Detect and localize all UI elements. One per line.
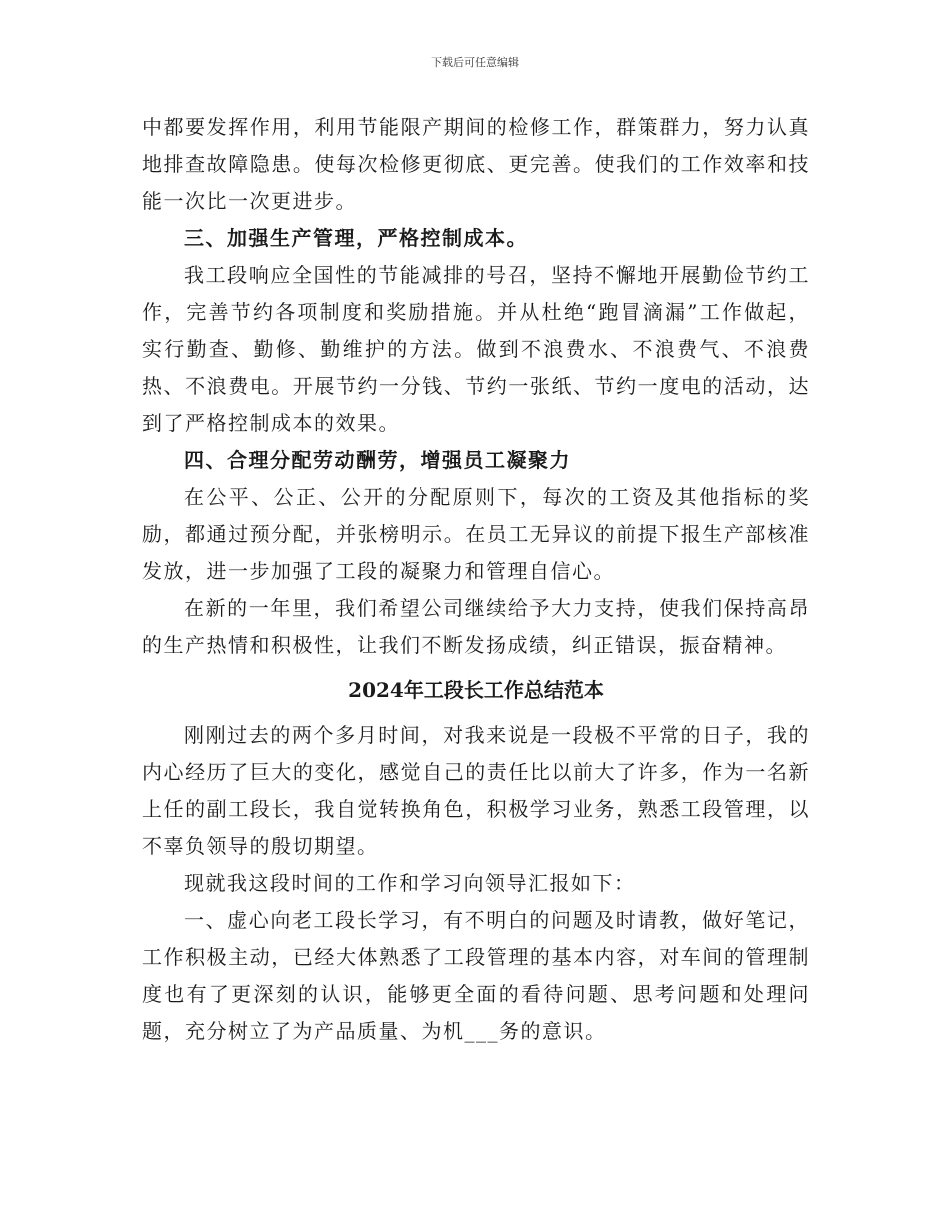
paragraph-report-lead: 现就我这段时间的工作和学习向领导汇报如下： [184,871,636,895]
continued-paragraph: 中都要发挥作用，利用节能限产期间的检修工作，群策群力，努力认真地排查故障隐患。使每次检修更彻底、更完善。使我们的工作效率和技能一次比一次更进步。 [142,115,810,213]
page-header-note: 下载后可任意编辑 [431,56,519,69]
section-heading-3: 三、加强生产管理，严格控制成本。 [184,226,528,250]
document-title: 2024年工段长工作总结范本 [348,678,604,702]
paragraph-cost-control: 我工段响应全国性的节能减排的号召，坚持不懈地开展勤俭节约工作，完善节约各项制度和奖励措施。并从杜绝“跑冒滴漏”工作做起，实行勤查、勤修、勤维护的方法。做到不浪费水、不浪费气、不浪费热、不浪费电。开展节约一分钱、节约一张纸、节约一度电的活动，达到了严格控制成本的效果。 [142,263,810,435]
document-body [142,109,810,1050]
paragraph-intro: 刚刚过去的两个多月时间，对我来说是一段极不平常的日子，我的内心经历了巨大的变化，感觉自己的责任比以前大了许多，作为一名新上任的副工段长，我自觉转换角色，积极学习业务，熟悉工段管理，以不辜负领导的殷切期望。 [142,723,810,858]
paragraph-item-1: 一、虚心向老工段长学习，有不明白的问题及时请教，做好笔记，工作积极主动，已经大体熟悉了工段管理的基本内容，对车间的管理制度也有了更深刻的认识，能够更全面的看待问题、思考问题和处理问题，充分树立了为产品质量、为机___务的意识。 [142,908,810,1043]
paragraph-new-year: 在新的一年里，我们希望公司继续给予大力支持，使我们保持高昂的生产热情和积极性，让我们不断发扬成绩，纠正错误，振奋精神。 [142,596,810,657]
section-heading-4: 四、合理分配劳动酬劳，增强员工凝聚力 [184,448,571,472]
paragraph-distribution: 在公平、公正、公开的分配原则下，每次的工资及其他指标的奖励，都通过预分配，并张榜明示。在员工无异议的前提下报生产部核准发放，进一步加强了工段的凝聚力和管理自信心。 [142,485,810,583]
